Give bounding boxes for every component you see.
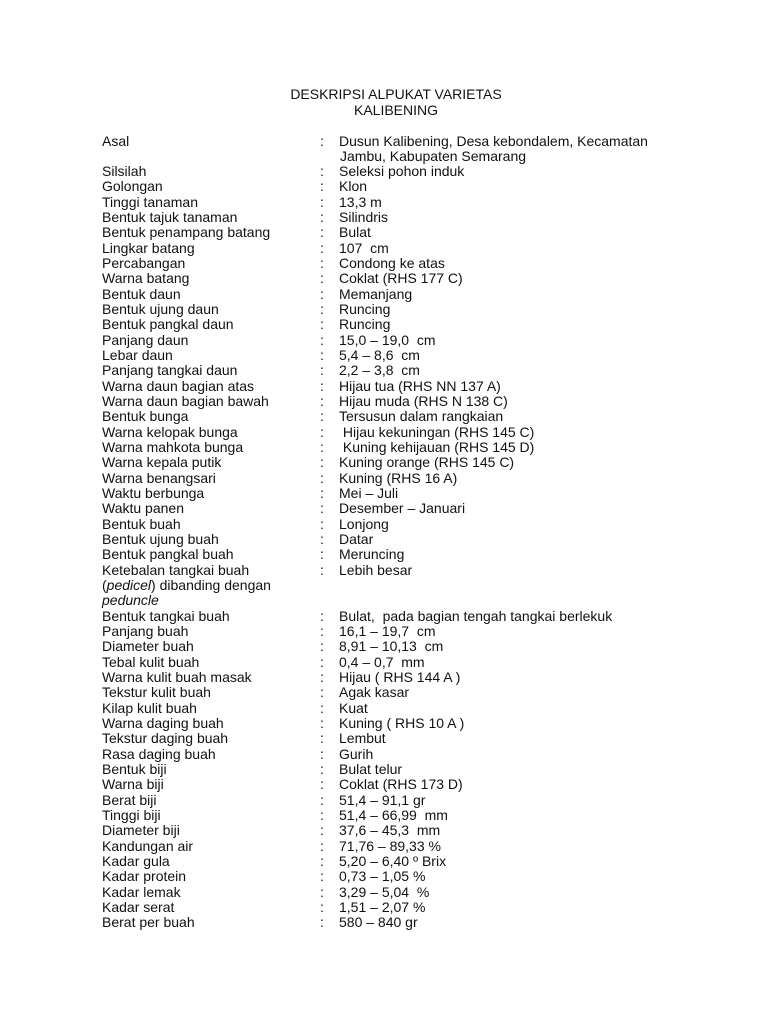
description-row (102, 915, 662, 930)
row-label: Bentuk penampang batang (102, 224, 271, 241)
row-value: Memanjang (339, 285, 413, 302)
description-row (102, 379, 662, 394)
row-label: Lingkar batang (102, 239, 195, 256)
row-label: Bentuk tajuk tanaman (102, 209, 238, 226)
row-label: Tekstur kulit buah (102, 684, 211, 701)
description-row (102, 486, 662, 501)
row-colon: : (320, 239, 324, 256)
row-value-continuation: Jambu, Kabupaten Semarang (340, 147, 527, 164)
row-colon: : (320, 178, 324, 195)
row-value: 0,4 – 0,7 mm (339, 653, 425, 670)
row-value: Lonjong (339, 515, 389, 532)
row-colon: : (320, 301, 324, 318)
page-title (0, 87, 768, 118)
description-row (102, 747, 662, 762)
row-label: Percabangan (102, 255, 186, 272)
description-row (102, 409, 662, 424)
row-colon: : (320, 684, 324, 701)
row-value: Kuning ( RHS 10 A ) (339, 715, 465, 732)
description-row (102, 256, 662, 271)
row-colon: : (320, 623, 324, 640)
row-value: 5,20 – 6,40 º Brix (339, 853, 447, 869)
row-value: 1,51 – 2,07 % (339, 899, 426, 915)
row-label: Warna biji (102, 776, 164, 793)
row-colon: : (320, 837, 324, 854)
row-colon: : (320, 914, 324, 931)
row-value: 16,1 – 19,7 cm (339, 623, 436, 640)
row-value: Runcing (339, 316, 391, 333)
description-row (102, 348, 662, 363)
description-row (102, 793, 662, 808)
description-row (102, 164, 662, 179)
row-value: Silindris (339, 209, 389, 226)
row-colon: : (320, 669, 324, 686)
row-value: Datar (339, 531, 374, 548)
row-label: Tinggi biji (102, 807, 161, 824)
row-value: 2,2 – 3,8 cm (339, 362, 420, 379)
row-colon: : (320, 485, 324, 502)
row-colon: : (320, 316, 324, 333)
row-value: Kuning orange (RHS 145 C) (339, 454, 515, 471)
row-value: 8,91 – 10,13 cm (339, 638, 444, 655)
row-value: Bulat telur (339, 761, 403, 778)
row-label: Diameter buah (102, 638, 194, 655)
row-label: Bentuk ujung daun (102, 301, 219, 318)
row-value: Runcing (339, 301, 391, 318)
row-colon: : (320, 515, 324, 532)
row-label: Warna daging buah (102, 715, 224, 732)
row-value: 5,4 – 8,6 cm (339, 347, 420, 364)
row-label: Kadar gula (102, 853, 170, 869)
description-row (102, 287, 662, 302)
row-colon: : (320, 745, 324, 762)
row-colon: : (320, 439, 324, 456)
description-row (102, 302, 662, 317)
row-colon: : (320, 132, 324, 149)
description-row (102, 685, 662, 700)
row-value: 51,4 – 66,99 mm (339, 807, 448, 824)
row-label-italic: pedicel (106, 577, 152, 594)
row-label: Golongan (102, 178, 163, 195)
description-row (102, 455, 662, 470)
description-row (102, 885, 662, 900)
row-label: Tinggi tanaman (102, 193, 198, 210)
row-colon: : (320, 546, 324, 563)
description-row (102, 394, 662, 409)
description-row (102, 225, 662, 240)
row-colon: : (320, 822, 324, 839)
row-label: Ketebalan tangkai buah (102, 561, 250, 578)
row-label: Panjang daun (102, 331, 189, 348)
row-value: 107 cm (339, 239, 389, 256)
row-label-italic: peduncle (102, 592, 159, 609)
row-colon: : (320, 653, 324, 670)
row-label: Bentuk tangkai buah (102, 607, 230, 624)
title-line-2: KALIBENING (353, 101, 439, 118)
row-colon: : (320, 883, 324, 900)
row-value: 51,4 – 91,1 gr (339, 791, 426, 808)
row-colon: : (320, 193, 324, 210)
row-colon: : (320, 500, 324, 517)
description-row (102, 563, 662, 578)
row-value: Desember – Januari (339, 500, 466, 517)
row-value: Condong ke atas (339, 255, 445, 272)
row-label: Kandungan air (102, 837, 194, 854)
row-label: Berat per buah (102, 914, 195, 931)
row-value: Kuning (RHS 16 A) (339, 469, 458, 486)
row-label: Bentuk daun (102, 285, 181, 302)
row-label: Warna batang (102, 270, 190, 287)
row-label: Bentuk ujung buah (102, 531, 219, 548)
row-label: Tebal kulit buah (102, 653, 200, 670)
row-colon: : (320, 270, 324, 287)
row-colon: : (320, 899, 324, 915)
row-colon: : (320, 255, 324, 272)
row-colon: : (320, 791, 324, 808)
description-row (102, 839, 662, 854)
row-colon: : (320, 393, 324, 410)
row-label: Berat biji (102, 791, 157, 808)
description-row (102, 271, 662, 286)
row-value: 71,76 – 89,33 % (339, 837, 441, 854)
row-colon: : (320, 423, 324, 440)
description-row (102, 241, 662, 256)
row-label: Panjang buah (102, 623, 189, 640)
row-label: Waktu panen (102, 500, 184, 517)
description-row (102, 869, 662, 884)
row-label: Kadar lemak (102, 883, 181, 900)
row-colon: : (320, 408, 324, 425)
row-value: 0,73 – 1,05 % (339, 868, 426, 885)
row-value: 15,0 – 19,0 cm (339, 331, 436, 348)
row-label: Silsilah (102, 163, 147, 180)
row-label: Bentuk pangkal buah (102, 546, 234, 563)
row-value: Hijau muda (RHS N 138 C) (339, 393, 508, 410)
row-label-open: ( (102, 577, 107, 594)
row-value: Kuning kehijauan (RHS 145 D) (339, 439, 535, 456)
description-row (102, 823, 662, 838)
row-label: Waktu berbunga (102, 485, 205, 502)
description-row (102, 701, 662, 716)
row-value: Kuat (339, 699, 368, 716)
row-colon: : (320, 638, 324, 655)
row-label: Kilap kulit buah (102, 699, 197, 716)
description-row-continuation (102, 149, 662, 164)
row-colon: : (320, 561, 324, 578)
description-row (102, 808, 662, 823)
description-row (102, 777, 662, 792)
row-label (102, 578, 271, 593)
row-value: Tersusun dalam rangkaian (339, 408, 504, 425)
row-value: Gurih (339, 745, 374, 762)
row-colon: : (320, 699, 324, 716)
row-label: Lebar daun (102, 347, 173, 364)
row-label (102, 593, 159, 608)
row-label: Warna benangsari (102, 469, 216, 486)
row-colon: : (320, 285, 324, 302)
description-row (102, 195, 662, 210)
description-row (102, 317, 662, 332)
row-colon: : (320, 454, 324, 471)
description-row (102, 547, 662, 562)
row-value: 13,3 m (339, 193, 382, 210)
description-row (102, 624, 662, 639)
description-row (102, 532, 662, 547)
row-value: Klon (339, 178, 368, 195)
description-row (102, 210, 662, 225)
row-value: Coklat (RHS 177 C) (339, 270, 463, 287)
row-colon: : (320, 377, 324, 394)
row-value: Mei – Juli (339, 485, 399, 502)
row-value: Bulat, pada bagian tengah tangkai berlekuk (339, 607, 613, 624)
row-colon: : (320, 331, 324, 348)
row-value: Meruncing (339, 546, 405, 563)
row-label: Bentuk buah (102, 515, 181, 532)
row-label: Panjang tangkai daun (102, 362, 238, 379)
row-colon: : (320, 730, 324, 747)
row-label: Warna kepala putik (102, 454, 222, 471)
description-row (102, 854, 662, 869)
row-value: Dusun Kalibening, Desa kebondalem, Kecamatan (339, 132, 648, 149)
row-value: Lembut (339, 730, 386, 747)
row-value: Coklat (RHS 173 D) (339, 776, 463, 793)
description-row (102, 578, 662, 593)
row-value: 3,29 – 5,04 % (339, 883, 430, 900)
description-row (102, 731, 662, 746)
row-label-rest: ) dibanding dengan (151, 577, 271, 594)
row-colon: : (320, 209, 324, 226)
row-label: Warna daun bagian bawah (102, 393, 269, 410)
description-row (102, 900, 662, 915)
description-row (102, 609, 662, 624)
row-value: Lebih besar (339, 561, 413, 578)
row-value: Agak kasar (339, 684, 410, 701)
row-colon: : (320, 776, 324, 793)
description-row (102, 593, 662, 608)
row-colon: : (320, 715, 324, 732)
description-row (102, 363, 662, 378)
row-value: Hijau kekuningan (RHS 145 C) (339, 423, 535, 440)
row-colon: : (320, 163, 324, 180)
row-label: Warna mahkota bunga (102, 439, 244, 456)
row-label: Bentuk bunga (102, 408, 189, 425)
row-colon: : (320, 607, 324, 624)
row-label: Warna kelopak bunga (102, 423, 238, 440)
description-row (102, 333, 662, 348)
row-colon: : (320, 469, 324, 486)
description-row (102, 670, 662, 685)
description-row (102, 639, 662, 654)
row-colon: : (320, 761, 324, 778)
description-row (102, 762, 662, 777)
description-row (102, 517, 662, 532)
row-colon: : (320, 362, 324, 379)
row-label: Warna kulit buah masak (102, 669, 252, 686)
row-label: Diameter biji (102, 822, 180, 839)
row-value: Bulat (339, 224, 371, 241)
description-row (102, 440, 662, 455)
title-line-1: DESKRIPSI ALPUKAT VARIETAS (290, 86, 502, 102)
row-value: Hijau tua (RHS NN 137 A) (339, 377, 501, 394)
row-label: Rasa daging buah (102, 745, 216, 762)
row-colon: : (320, 807, 324, 824)
row-label: Asal (102, 132, 130, 149)
row-label: Kadar protein (102, 868, 187, 885)
description-row (102, 425, 662, 440)
row-label: Bentuk pangkal daun (102, 316, 234, 333)
row-label: Tekstur daging buah (102, 730, 229, 747)
row-colon: : (320, 531, 324, 548)
row-label: Kadar serat (102, 899, 175, 915)
row-value: Hijau ( RHS 144 A ) (339, 669, 461, 686)
description-row (102, 471, 662, 486)
description-row (102, 501, 662, 516)
row-value: 580 – 840 gr (339, 914, 418, 931)
row-value: 37,6 – 45,3 mm (339, 822, 441, 839)
description-row (102, 716, 662, 731)
row-value: Seleksi pohon induk (339, 163, 465, 180)
description-row (102, 655, 662, 670)
row-label: Bentuk biji (102, 761, 167, 778)
row-colon: : (320, 347, 324, 364)
description-row (102, 134, 662, 149)
row-label: Warna daun bagian atas (102, 377, 255, 394)
row-colon: : (320, 868, 324, 885)
row-colon: : (320, 224, 324, 241)
description-row (102, 179, 662, 194)
row-colon: : (320, 853, 324, 869)
